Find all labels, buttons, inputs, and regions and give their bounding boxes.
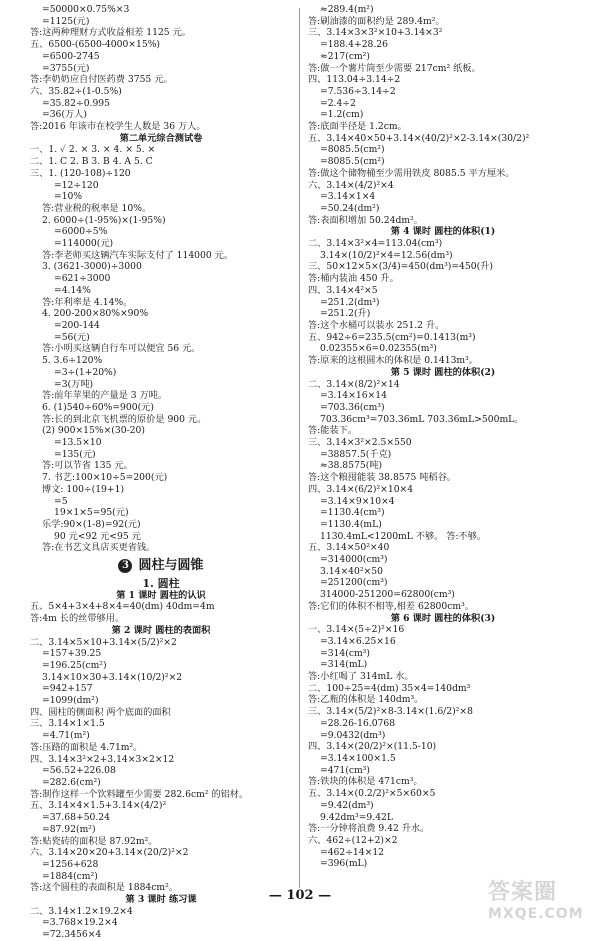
answer-line: (2) 900×15%×(30-20) (42, 425, 145, 437)
answer-line: 一、3.14×(5÷2)²×16 (308, 624, 405, 636)
answer-line: =3.14×9×10×4 (320, 495, 395, 507)
answer-line: 五、942÷6=235.5(cm²)=0.1413(m³) (308, 331, 476, 343)
answer-line: =28.26-16.0768 (320, 717, 396, 729)
answer-line: =135(元) (54, 448, 96, 460)
answer-line: =471(cm³) (320, 764, 370, 776)
answer-line: =13.5×10 (54, 437, 102, 449)
answer-line: 答:小红喝了 314mL 水。 (308, 671, 414, 683)
answer-line: 四、3.14×4²×5 (308, 284, 378, 296)
unit-number-badge: 3 (118, 559, 132, 573)
unit-title-text: 圆柱与圆锥 (138, 558, 204, 574)
right-column (308, 4, 578, 870)
answer-line: =251.2(升) (320, 308, 371, 320)
answer-line: 二、3.14×3²×4=113.04(cm³) (308, 238, 443, 250)
answer-line: 3.14×(10/2)²×4=12.56(dm³) (320, 249, 453, 261)
answer-line: =1125(元) (42, 15, 90, 27)
answer-line: 答:乙瓶的体积是 140dm³。 (308, 694, 424, 706)
answer-line: 答:压路的面积是 4.71m²。 (30, 741, 143, 753)
answer-line: =314(cm³) (320, 647, 370, 659)
answer-line: =3.768×19.2×4 (42, 917, 118, 929)
answer-line: 二、3.14×1.2×19.2×4 (30, 905, 133, 917)
answer-line: 乐学:90×(1-8)=92(元) (42, 518, 141, 530)
answer-line: =8085.5(cm²) (320, 144, 385, 156)
answer-line: 答:桶内装油 450 升。 (308, 273, 399, 285)
answer-line: =200-144 (54, 319, 100, 331)
answer-line: 4. 200-200×80%×90% (42, 308, 149, 320)
answer-line: =4.71(m²) (42, 730, 90, 742)
answer-line: 19×1×5=95(元) (54, 507, 129, 519)
section-heading: 第 4 课时 圆柱的体积(1) (390, 226, 496, 238)
answer-line: 答:可以节省 135 元。 (42, 460, 133, 472)
answer-line: 90 元<92 元<95 元 (54, 530, 141, 542)
answer-line: 答:4m 长的丝带够用。 (30, 613, 125, 625)
answer-line: =3755(元) (42, 62, 90, 74)
section-heading: 第 3 课时 练习课 (125, 894, 197, 906)
section-heading: 第 6 课时 圆柱的体积(3) (390, 612, 496, 624)
answer-line: 6. (1)540÷60%=900(元) (42, 401, 154, 413)
answer-line: 3.14×40²×50 (320, 565, 383, 577)
answer-line: 答:底面半径是 1.2cm。 (308, 121, 407, 133)
answer-line: =703.36(cm³) (320, 401, 385, 413)
answer-line: 答:长的到北京飞机票的原价是 900 元。 (42, 413, 207, 425)
answer-line: 五、3.14×4×1.5+3.14×(4/2)² (30, 800, 167, 812)
answer-line: =8085.5(cm²) (320, 156, 385, 168)
answer-line: 答:贴瓷砖的面积是 87.92m²。 (30, 835, 158, 847)
answer-line: 9.42dm³=9.42L (320, 811, 393, 823)
page-number: — 102 — (268, 888, 332, 903)
answer-line: 博文: 100÷(19+1) (42, 483, 125, 495)
answer-line: =396(mL) (320, 858, 368, 870)
answer-line: 五、6500-(6500-4000×15%) (30, 39, 161, 51)
answer-line: =35.82÷0.995 (42, 97, 111, 109)
answer-line: =50000×0.75%×3 (42, 4, 130, 15)
answer-line: 3. (3621-3000)÷3000 (42, 261, 142, 273)
answer-line: 703.36cm³=703.36mL 703.36mL>500mL。 (320, 413, 524, 425)
answer-line: =114000(元) (54, 238, 114, 250)
answer-line: 答:小明买这辆自行车可以便宜 56 元。 (42, 343, 201, 355)
answer-line: 5. 3.6÷120% (42, 355, 103, 367)
answer-line: 答:刷油漆的面积约是 289.4m²。 (308, 15, 445, 27)
watermark-bottom: MXQE.COM (488, 906, 584, 922)
answer-line: 五、3.14×50²×40 (308, 542, 390, 554)
answer-line: 六、3.14×(4/2)²×4 (308, 179, 394, 191)
answer-line: =50.24(dm²) (320, 202, 380, 214)
answer-line: =251200(cm³) (320, 577, 388, 589)
answer-line: =56(元) (54, 331, 90, 343)
answer-line: =9.0432(dm³) (320, 729, 386, 741)
unit-heading (30, 556, 292, 576)
answer-line: 三、50×12×5×(3/4)=450(dm³)=450(升) (308, 261, 493, 273)
answer-line: =2.4÷2 (320, 97, 356, 109)
answer-line: 三、3.14×(5/2)²×8-3.14×(1.6/2)²×8 (308, 706, 473, 718)
answer-line: 1130.4mL<1200mL 不够。 答:不够。 (320, 530, 487, 542)
answer-line: 答:李奶奶应自付医药费 3755 元。 (30, 74, 173, 86)
answer-line: =6500-2745 (42, 50, 100, 62)
answer-line: 答:原来的这根圆木的体积是 0.1413m³。 (308, 355, 478, 367)
answer-line: =157+39.25 (42, 648, 102, 660)
answer-line: 四、3.14×3²×2+3.14×3×2×12 (30, 753, 175, 765)
answer-line: =6000÷5% (54, 226, 108, 238)
answer-line: 二、3.14×5×10+3.14×(5/2)²×2 (30, 636, 177, 648)
answer-line: =462÷14×12 (320, 846, 385, 858)
answer-line: =5 (54, 495, 68, 507)
answer-line: =9.42(dm³) (320, 799, 374, 811)
answer-line: =942+157 (42, 683, 93, 695)
left-column (30, 4, 292, 941)
answer-line: ≈289.4(m²) (320, 4, 374, 15)
section-heading: 第 1 课时 圆柱的认识 (116, 589, 206, 601)
answer-line: =3.14×16×14 (320, 390, 387, 402)
answer-line: 三、3.14×3²×2.5×550 (308, 437, 412, 449)
answer-line: 答:制作这样一个饮料罐至少需要 282.6cm² 的铝材。 (30, 788, 249, 800)
answer-line: =72.3456×4 (42, 929, 102, 941)
answer-line: ≈217(cm²) (320, 50, 370, 62)
answer-line: 314000-251200=62800(cm³) (320, 589, 455, 601)
answer-line: =621÷3000 (54, 273, 111, 285)
answer-line: =1130.4(cm³) (320, 507, 385, 519)
answer-line: 答:这个圆柱的表面积是 1884cm²。 (30, 882, 178, 894)
answer-line: =1884(cm²) (42, 870, 98, 882)
answer-line: 答:这个水桶可以装水 251.2 升。 (308, 319, 445, 331)
answer-line: 答:它们的体积不相等,相差 62800cm³。 (308, 600, 474, 612)
answer-line: 0.02355×6=0.02355(m³) (320, 343, 437, 355)
answer-line: =314(mL) (320, 659, 368, 671)
section-heading: 第 2 课时 圆柱的表面积 (111, 624, 211, 636)
answer-line: 六、462÷(12+2)×2 (308, 834, 398, 846)
answer-line: 一、1. ✓ 2. × 3. × 4. × 5. × (30, 144, 156, 156)
answer-line: =87.92(m²) (42, 823, 96, 835)
answer-line: =4.14% (54, 284, 91, 296)
section-subtitle: 1. 圆柱 (142, 577, 180, 591)
site-watermark-logo (488, 875, 592, 933)
answer-line: =3.14×1×4 (320, 191, 376, 203)
answer-line: 答:这两种理财方式收益相差 1125 元。 (30, 27, 191, 39)
answer-line: 答:2016 年该市在校学生人数是 36 万人。 (30, 121, 206, 133)
answer-line: =7.536÷3.14÷2 (320, 85, 396, 97)
answer-line: 二、100÷25=4(dm) 35×4=140dm³ (308, 682, 471, 694)
answer-line: 答:年利率是 4.14%。 (42, 296, 133, 308)
answer-line: 四、3.14×(20/2)²×(11.5-10) (308, 741, 437, 753)
answer-line: 五、5×4+3×4+8×4=40(dm) 40dm=4m (30, 601, 215, 613)
answer-line: 五、3.14×40×50+3.14×(40/2)²×2-3.14×(30/2)² (308, 132, 530, 144)
answer-line: 答:李老师买这辆汽车实际支付了 114000 元。 (42, 249, 234, 261)
answer-line: 二、3.14×(8/2)²×14 (308, 378, 400, 390)
answer-line: ≈38.8575(吨) (320, 460, 383, 472)
answer-line: 四、圆柱的侧面积 两个底面的面积 (30, 706, 171, 718)
answer-line: 六、35.82÷(1-0.5%) (30, 85, 122, 97)
answer-line: 答:做一个薯片筒至少需要 217cm² 纸板。 (308, 62, 481, 74)
answer-line: 答:做这个储物桶至少需用铁皮 8085.5 平方厘米。 (308, 167, 515, 179)
answer-line: =1130.4(mL) (320, 518, 382, 530)
answer-line: =3(万吨) (54, 378, 94, 390)
section-heading: 第二单元综合测试卷 (119, 132, 203, 144)
section-heading: 第 5 课时 圆柱的体积(2) (390, 366, 496, 378)
answer-line: =1099(dm²) (42, 695, 99, 707)
answer-line: =188.4+28.26 (320, 39, 389, 51)
answer-line: =314000(cm³) (320, 554, 388, 566)
answer-line: =3÷(1+20%) (54, 366, 117, 378)
answer-line: =3.14×6.25×16 (320, 635, 396, 647)
answer-line: =1.2(cm) (320, 109, 364, 121)
answer-line: 答:前年苹果的产量是 3 万吨。 (42, 390, 168, 402)
answer-line: =3.14×100×1.5 (320, 753, 396, 764)
answer-line: =56.52+226.08 (42, 765, 116, 777)
answer-line: 答:表面积增加 50.24dm²。 (308, 214, 423, 226)
answer-line: =37.68+50.24 (42, 812, 111, 824)
answer-line: =12÷120 (54, 179, 99, 191)
answer-line: 答:在书艺文具店买更省钱。 (42, 542, 156, 554)
answer-line: =38857.5(千克) (320, 448, 392, 460)
answer-line: 答:铁块的体积是 471cm³。 (308, 776, 423, 788)
answer-line: 7. 书艺:100×10÷5=200(元) (42, 472, 168, 484)
answer-line: 答:能装下。 (308, 425, 358, 437)
answer-line: =251.2(dm³) (320, 296, 380, 308)
answer-line: 2. 6000÷(1-95%)×(1-95%) (42, 214, 166, 226)
answer-line: 四、113.04÷3.14÷2 (308, 74, 401, 86)
answer-line: =1256+628 (42, 858, 99, 870)
answer-line: 五、3.14×(0.2/2)²×5×60×5 (308, 788, 436, 800)
answer-line: 三、3.14×3×3²×10+3.14×3² (308, 27, 443, 39)
answer-line: =196.25(cm²) (42, 659, 107, 671)
watermark-top: 答案圈 (488, 880, 558, 905)
column-divider (299, 8, 300, 888)
answer-line: 答:一分钟将浪费 9.42 升水。 (308, 823, 430, 835)
answer-line: 三、1. (120-108)÷120 (30, 167, 131, 179)
answer-line: 答:营业税的税率是 10%。 (42, 202, 152, 214)
answer-line: =282.6(cm²) (42, 777, 101, 788)
answer-line: 3.14×10×30+3.14×(10/2)²×2 (42, 671, 183, 683)
answer-line: 答:这个粮囤能装 38.8575 吨稻谷。 (308, 472, 456, 484)
answer-line: 三、3.14×1×1.5 (30, 718, 105, 730)
answer-line: 六、3.14×20×20+3.14×(20/2)²×2 (30, 847, 189, 859)
answer-line: =36(万人) (42, 109, 87, 121)
answer-line: 二、1. C 2. B 3. B 4. A 5. C (30, 156, 153, 168)
answer-line: =10% (54, 191, 83, 203)
answer-line: 四、3.14×(6/2)²×10×4 (308, 483, 414, 495)
